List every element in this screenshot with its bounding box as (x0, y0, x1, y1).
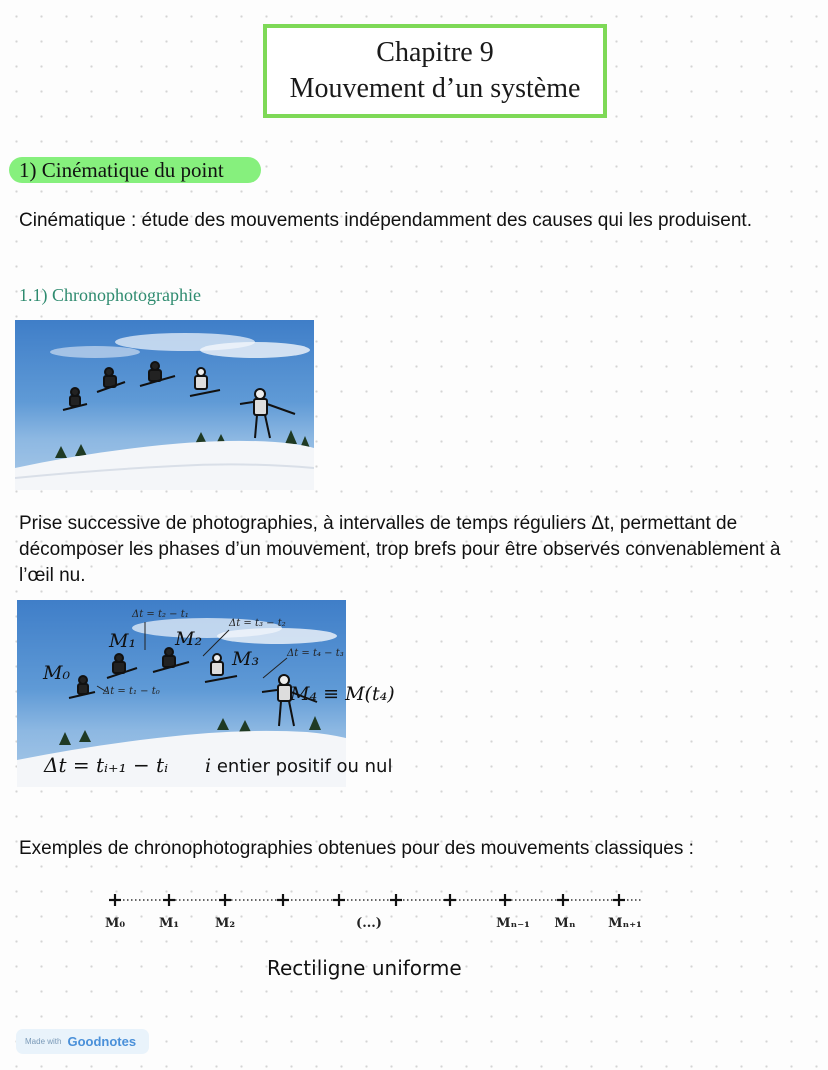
timeline-caption: Rectiligne uniforme (267, 956, 462, 980)
interval-formula (44, 753, 392, 777)
section-heading: 1) Cinématique du point (9, 157, 261, 183)
interval-label-3: Δt = t₄ − t₃ (287, 648, 344, 659)
formula-index-note: entier positif ou nul (211, 756, 393, 777)
timeline-label-m2: M₂ (214, 916, 236, 931)
formula-delta-t: Δt = tᵢ₊₁ − tᵢ (44, 753, 169, 777)
timeline-label-ellipsis: (...) (356, 916, 382, 931)
tick-0 (109, 894, 121, 906)
goodnotes-badge[interactable] (16, 1029, 149, 1054)
goodnotes-logo-text: Goodnotes (67, 1034, 137, 1049)
chapter-number: Chapitre 9 (376, 37, 494, 68)
tick-7 (499, 894, 511, 906)
point-label-m4: M₄ ≡ M(t₄) (290, 683, 395, 705)
chapter-title-box (263, 24, 607, 118)
tick-2 (219, 894, 231, 906)
timeline-svg (95, 884, 655, 914)
tick-3 (277, 894, 289, 906)
point-label-m1: M₁ (109, 630, 137, 652)
tick-6 (444, 894, 456, 906)
made-with-text: Made with (25, 1037, 62, 1046)
timeline-label-mn-minus-1: Mₙ₋₁ (496, 916, 530, 931)
interval-label-0: Δt = t₁ − t₀ (103, 686, 160, 697)
interval-label-2: Δt = t₃ − t₂ (229, 618, 286, 629)
formula-index-variable: i (205, 755, 212, 777)
point-label-m2: M₂ (175, 628, 203, 650)
point-label-m0: M₀ (43, 662, 71, 684)
tick-8 (557, 894, 569, 906)
chronophotography-description: Prise successive de photographies, à intervalles de temps réguliers Δt, permettant de décomposer les phases d’un mouvement, trop brefs pour être observés convenablement à l’œil nu. (19, 513, 781, 586)
chapter-title: Mouvement d’un système (289, 73, 581, 104)
tick-5 (390, 894, 402, 906)
examples-intro: Exemples de chronophotographies obtenues pour des mouvements classiques : (19, 838, 694, 859)
point-label-m3: M₃ (232, 648, 260, 670)
timeline-label-m0: M₀ (104, 916, 126, 931)
tick-9 (613, 894, 625, 906)
timeline-label-mn: Mₙ (554, 916, 576, 931)
chronophotography-image (15, 320, 314, 490)
tick-1 (163, 894, 175, 906)
timeline-label-mn-plus-1: Mₙ₊₁ (608, 916, 642, 931)
definition-text: Cinématique : étude des mouvements indépendamment des causes qui les produisent. (19, 210, 752, 231)
subsection-heading: 1.1) Chronophotographie (19, 285, 201, 305)
interval-label-1: Δt = t₂ − t₁ (132, 609, 189, 620)
timeline-label-m1: M₁ (158, 916, 180, 931)
rectilinear-uniform-timeline (95, 884, 655, 934)
tick-4 (333, 894, 345, 906)
